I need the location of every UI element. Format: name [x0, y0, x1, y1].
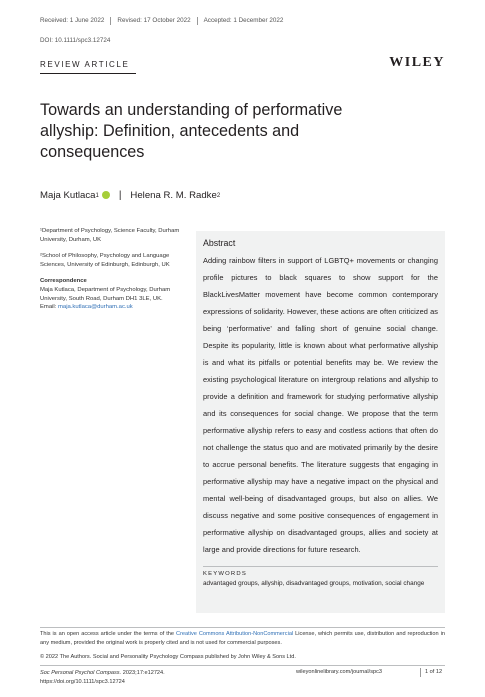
abstract-heading: Abstract [203, 238, 236, 248]
doi[interactable]: DOI: 10.1111/spc3.12724 [40, 37, 111, 44]
page-number: 1 of 12 [425, 669, 443, 675]
citation [40, 669, 165, 686]
journal-abbrev: Soc Personal Psychol Compass. [40, 670, 122, 676]
volume-info: 2023;17:e12724. [121, 670, 165, 676]
correspondence-email [40, 303, 183, 312]
author-list [40, 190, 220, 201]
keywords-text: advantaged groups, allyship, disadvantaged groups, motivation, social change [203, 580, 425, 587]
date-divider [197, 17, 198, 25]
license-link[interactable]: Creative Commons Attribution-NonCommercial [176, 631, 294, 637]
affiliation: ¹Department of Psychology, Science Faculty, Durham University, Durham, UK [40, 228, 180, 243]
affiliation-column [40, 227, 183, 312]
orcid-icon[interactable] [102, 191, 110, 199]
footer-rule [40, 665, 445, 666]
author-affiliation-mark: 2 [216, 192, 221, 199]
page-divider [420, 668, 421, 677]
email-label: Email: [40, 304, 59, 311]
keywords-heading: KEYWORDS [203, 571, 247, 577]
abstract-text: Adding rainbow filters in support of LGBTQ+ movements or changing profile pictures to black squares to show support for the BlackLivesMatter movement have become common contemporary expressions of solidarity. However, these actions are often criticized as being ‘performative’ and falling short of genuine social change. Despite its popularity, little is known about what performative allyship is and what its pitfalls or potential benefits may be. We review the existing psychological literature on intergroup relations and allyship to provide a definition and framework for studying performative allyship and its consequences for social change. We propose that the term performative allyship refers to easy and costless actions that often do not challenge the status quo and are motivated primarily by the desire to accrue personal benefits. The literature suggests that engaging in performative allyship may have a negative impact on the physical and mental well-being of disadvantaged groups, but also on allies. We discuss negative and some positive consequences of engagement in performative allyship on disadvantaged groups, allies and society at large and provide directions for future research. [203, 256, 438, 554]
correspondence-address: Maja Kutlaca, Department of Psychology, Durham University, South Road, Durham DH1 3LE, UK. [40, 286, 171, 302]
affiliation: ²School of Philosophy, Psychology and Language Sciences, University of Edinburgh, Edinburgh, UK [40, 253, 170, 268]
license-notice [40, 630, 445, 647]
license-text: This is an open access article under the terms of the [40, 631, 177, 637]
article-dates [40, 17, 283, 25]
revised-date: Revised: 17 October 2022 [117, 17, 191, 24]
copyright: © 2022 The Authors. Social and Personality Psychology Compass published by John Wiley & Sons Ltd. [40, 654, 296, 660]
article-title: Towards an understanding of performative allyship: Definition, antecedents and consequences [40, 101, 343, 161]
abstract-box [196, 231, 445, 613]
accepted-date: Accepted: 1 December 2022 [203, 17, 284, 24]
article-type-rule [40, 73, 136, 74]
author-name[interactable]: Maja Kutlaca [40, 190, 96, 201]
email-link[interactable]: maja.kutlaca@durham.ac.uk [58, 304, 133, 311]
correspondence-heading: Correspondence [40, 278, 87, 285]
keywords-rule [203, 566, 438, 567]
license-text: License, which permits use, distribution and reproduction in any medium, provided the original work is properly cited and is not used for commercial purposes. [40, 631, 445, 646]
footer-rule [40, 627, 445, 628]
article-type: REVIEW ARTICLE [40, 60, 130, 69]
received-date: Received: 1 June 2022 [40, 17, 105, 24]
journal-site-link[interactable]: wileyonlinelibrary.com/journal/spc3 [296, 669, 383, 675]
author-separator: | [118, 190, 122, 201]
doi-url[interactable]: https://doi.org/10.1111/spc3.12724 [40, 678, 125, 685]
author-name[interactable]: Helena R. M. Radke [130, 190, 217, 201]
date-divider [110, 17, 111, 25]
publisher-logo[interactable]: WILEY [389, 55, 445, 70]
author-affiliation-mark: 1 [95, 192, 99, 199]
